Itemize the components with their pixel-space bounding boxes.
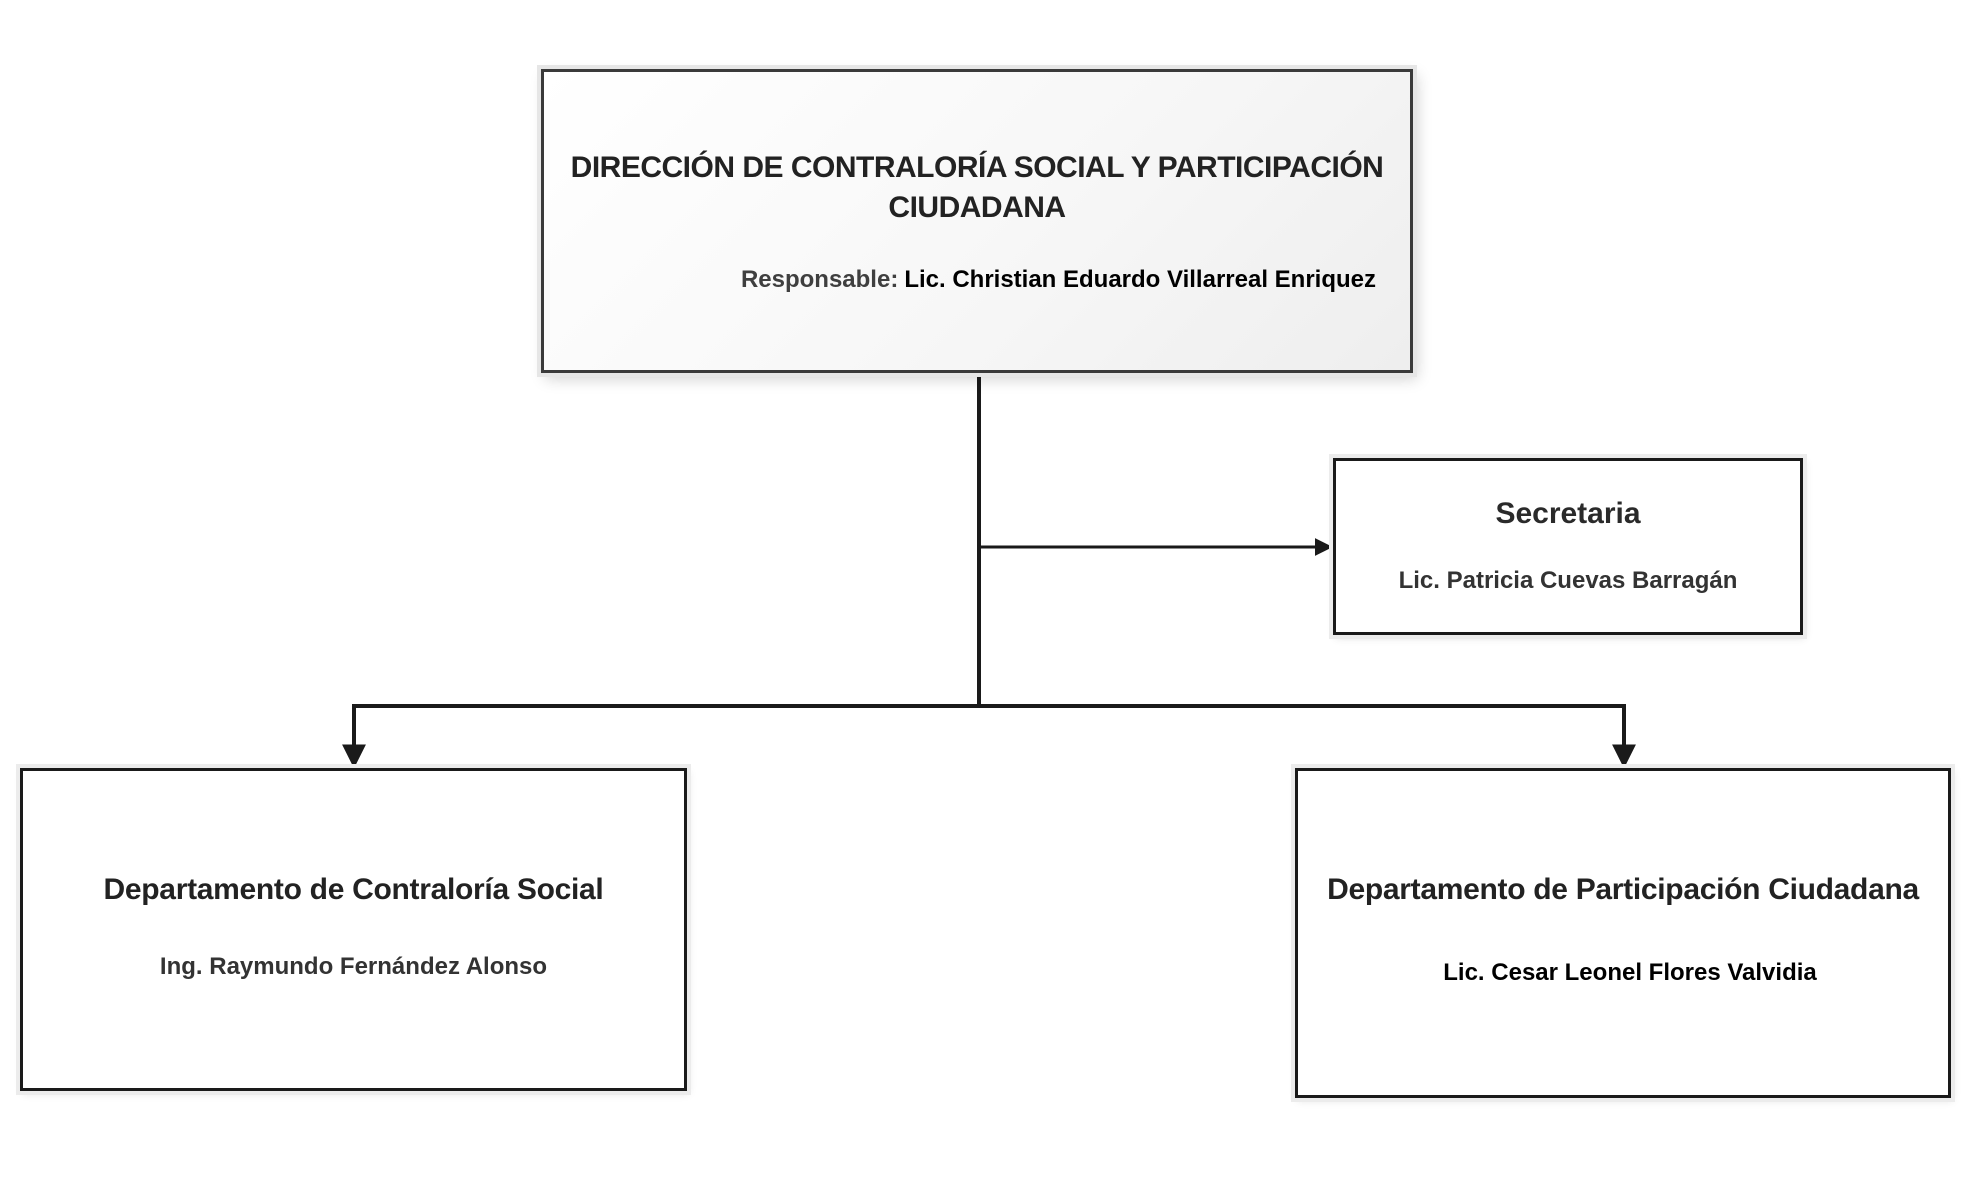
secretary-title: Secretaria — [1495, 497, 1641, 530]
department-title: Departamento de Participación Ciudadana — [1327, 873, 1919, 906]
secretary-box — [1333, 458, 1803, 635]
department-box-participacion — [1295, 768, 1951, 1098]
department-title: Departamento de Contraloría Social — [103, 873, 604, 906]
responsible-name: Lic. Christian Eduardo Villarreal Enriquez — [904, 266, 1376, 293]
department-box-contraloria — [20, 768, 687, 1091]
direction-box — [541, 69, 1413, 373]
secretary-name: Lic. Patricia Cuevas Barragán — [1398, 567, 1738, 594]
direction-title: DIRECCIÓN DE CONTRALORÍA SOCIAL Y PARTICIPACIÓN CIUDADANA — [570, 151, 1384, 224]
department-head-name: Lic. Cesar Leonel Flores Valvidia — [1443, 959, 1817, 986]
department-bus-line — [354, 706, 1624, 766]
responsible-label: Responsable: — [740, 266, 899, 293]
department-head-name: Ing. Raymundo Fernández Alonso — [159, 953, 548, 980]
direction-responsible — [741, 266, 1376, 294]
